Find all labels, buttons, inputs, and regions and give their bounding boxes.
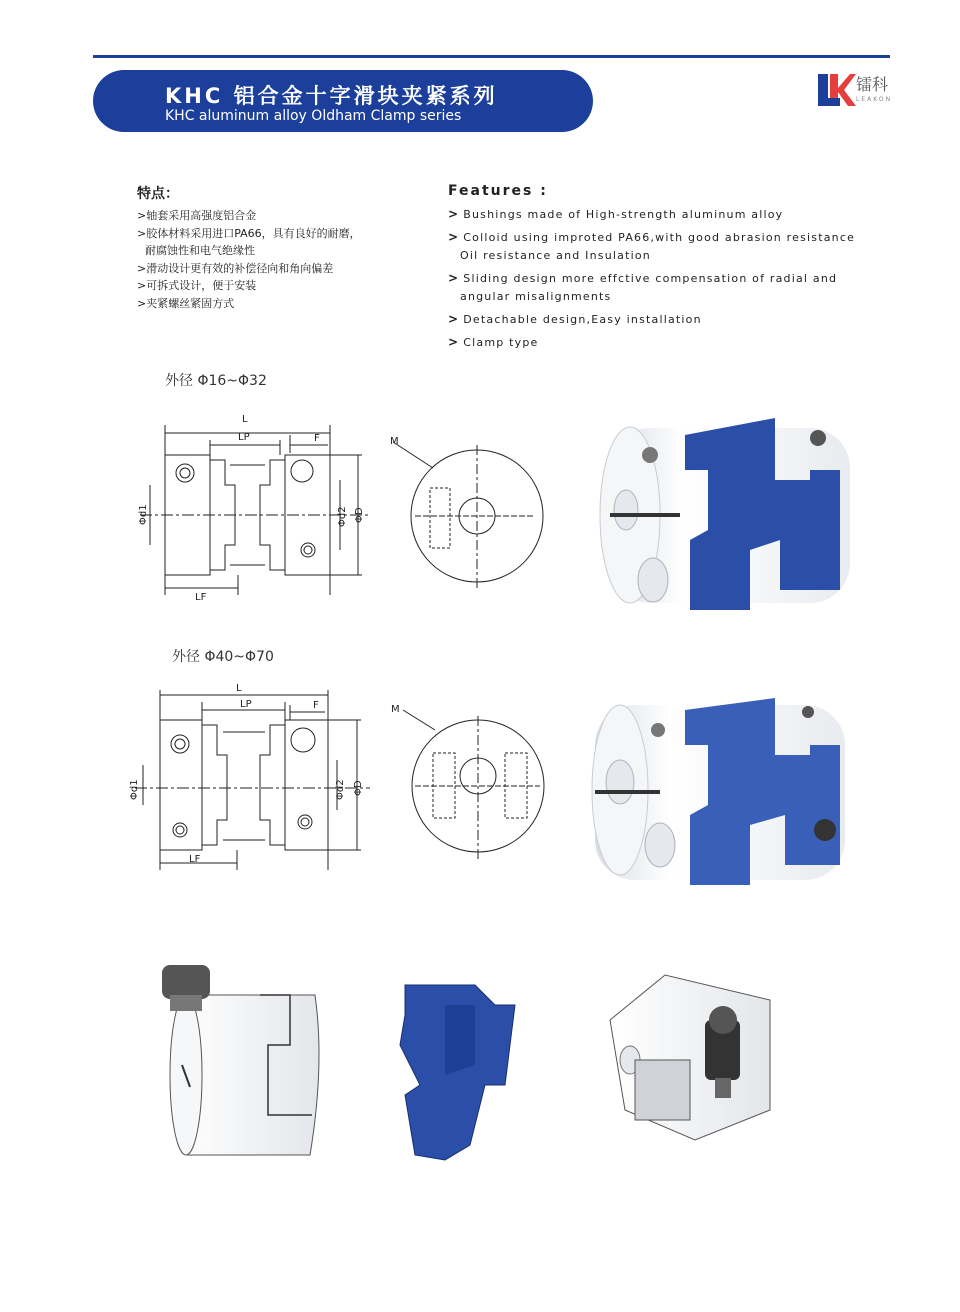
- dim-F-label: F: [314, 433, 320, 444]
- drawing-b-end: [385, 698, 555, 873]
- features-cn: [137, 183, 361, 312]
- title-banner: [93, 70, 593, 132]
- logo-text-cn: 镭科: [856, 75, 889, 94]
- part-hub-clamp-detail: [595, 960, 795, 1160]
- dim-d1-label: Φd1: [138, 504, 149, 525]
- section-b-label: 外径 Φ40~Φ70: [172, 649, 274, 665]
- drawing-a-end: [385, 430, 555, 600]
- title-en: KHC aluminum alloy Oldham Clamp series: [165, 108, 462, 124]
- top-rule: [93, 55, 890, 58]
- brand-logo: [816, 68, 906, 112]
- dim-D-label: ΦD: [353, 780, 364, 796]
- photo-coupling-b: [590, 690, 880, 890]
- dim-F-label: F: [313, 700, 319, 711]
- features-en-item: > Clamp type: [448, 335, 539, 349]
- logo-mark-icon: [816, 70, 856, 110]
- dim-LF-label: LF: [195, 592, 207, 603]
- dim-M-label: M: [390, 436, 399, 447]
- dim-d2-label: Φd2: [337, 506, 348, 527]
- arrow-icon: >: [448, 207, 460, 221]
- arrow-icon: >: [448, 335, 460, 349]
- dim-LP-label: LP: [240, 699, 252, 710]
- dim-d1-label: Φd1: [129, 779, 140, 800]
- arrow-icon: >: [448, 230, 460, 244]
- dim-d2-label: Φd2: [335, 779, 346, 800]
- dim-M-label: M: [391, 704, 400, 715]
- features-en-item: > Bushings made of High-strength aluminum alloy: [448, 207, 784, 221]
- features-en-heading: Features :: [448, 183, 548, 199]
- title-cn: KHC 铝合金十字滑块夹紧系列: [165, 84, 498, 108]
- features-en-item: > Sliding design more effctive compensation of radial and: [448, 271, 838, 285]
- features-cn-item: >滑动设计更有效的补偿径向和角向偏差: [137, 261, 334, 275]
- features-cn-item: >可拆式设计，便于安装: [137, 279, 257, 292]
- part-hub-clamp-screw: [150, 955, 350, 1175]
- features-cn-item: 耐腐蚀性和电气绝缘性: [145, 244, 255, 257]
- arrow-icon: >: [448, 312, 460, 326]
- dim-L-label: L: [242, 414, 248, 425]
- features-en-item-cont: Oil resistance and Insulation: [460, 249, 651, 262]
- photo-coupling-a: [590, 410, 880, 610]
- dim-LF-label: LF: [189, 854, 201, 865]
- features-en: [448, 183, 855, 352]
- dim-LP-label: LP: [238, 432, 250, 443]
- features-en-item: > Detachable design,Easy installation: [448, 312, 702, 326]
- features-cn-item: >夹紧螺丝紧固方式: [137, 296, 235, 310]
- features-cn-item: >胶体材料采用进口PA66，具有良好的耐磨，: [137, 226, 361, 240]
- features-cn-item: >轴套采用高强度铝合金: [137, 209, 257, 222]
- section-a-label: 外径 Φ16~Φ32: [165, 373, 267, 389]
- features-en-item-cont: angular misalignments: [460, 290, 612, 303]
- part-spider-insert: [385, 975, 525, 1175]
- features-en-item: > Colloid using improted PA66,with good abrasion resistance: [448, 230, 856, 244]
- features-cn-heading: 特点：: [137, 186, 179, 202]
- arrow-icon: >: [448, 271, 460, 285]
- logo-text-en: LEAKON: [856, 96, 893, 103]
- dim-L-label: L: [236, 683, 242, 694]
- dim-D-label: ΦD: [354, 507, 365, 523]
